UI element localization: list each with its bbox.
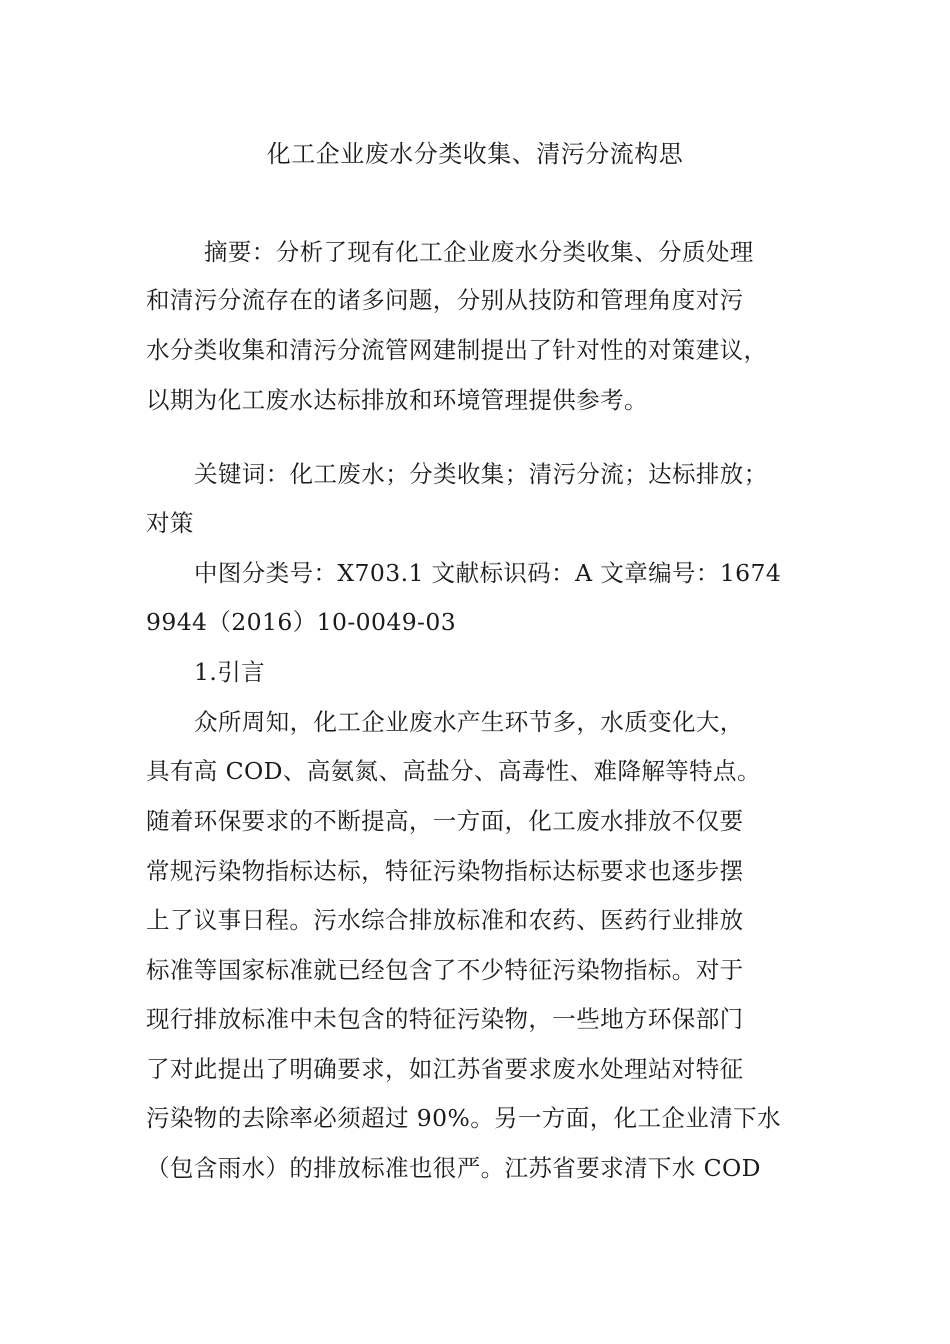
body-line-4: 常规污染物指标达标，特征污染物指标达标要求也逐步摆 (146, 857, 744, 885)
body-line-7: 现行排放标准中未包含的特征污染物，一些地方环保部门 (146, 1005, 744, 1033)
section-heading: 1.引言 (194, 658, 266, 686)
body-line-8: 了对此提出了明确要求，如江苏省要求废水处理站对特征 (146, 1055, 744, 1083)
classification-line-1: 中图分类号：X703.1 文献标识码：A 文章编号：1674 (194, 559, 782, 587)
abstract-line-1: 摘要：分析了现有化工企业废水分类收集、分质处理 (204, 238, 754, 266)
abstract-line-3: 水分类收集和清污分流管网建制提出了针对性的对策建议， (146, 336, 768, 364)
document-title: 化工企业废水分类收集、清污分流构思 (266, 140, 684, 168)
keywords-line-2: 对策 (146, 509, 194, 537)
body-line-3: 随着环保要求的不断提高，一方面，化工废水排放不仅要 (146, 807, 744, 835)
body-line-6: 标准等国家标准就已经包含了不少特征污染物指标。对于 (146, 956, 744, 984)
keywords-line-1: 关键词：化工废水；分类收集；清污分流；达标排放； (194, 460, 768, 488)
classification-line-2: 9944（2016）10-0049-03 (146, 608, 457, 636)
body-line-9: 污染物的去除率必须超过 90%。另一方面，化工企业清下水 (146, 1104, 781, 1132)
body-line-10: （包含雨水）的排放标准也很严。江苏省要求清下水 COD (146, 1154, 761, 1182)
body-line-5: 上了议事日程。污水综合排放标准和农药、医药行业排放 (146, 906, 744, 934)
abstract-line-4: 以期为化工废水达标排放和环境管理提供参考。 (146, 386, 648, 414)
body-line-1: 众所周知，化工企业废水产生环节多，水质变化大， (194, 708, 744, 736)
abstract-line-2: 和清污分流存在的诸多问题，分别从技防和管理角度对污 (146, 286, 744, 314)
body-line-2: 具有高 COD、高氨氮、高盐分、高毒性、难降解等特点。 (146, 757, 761, 785)
